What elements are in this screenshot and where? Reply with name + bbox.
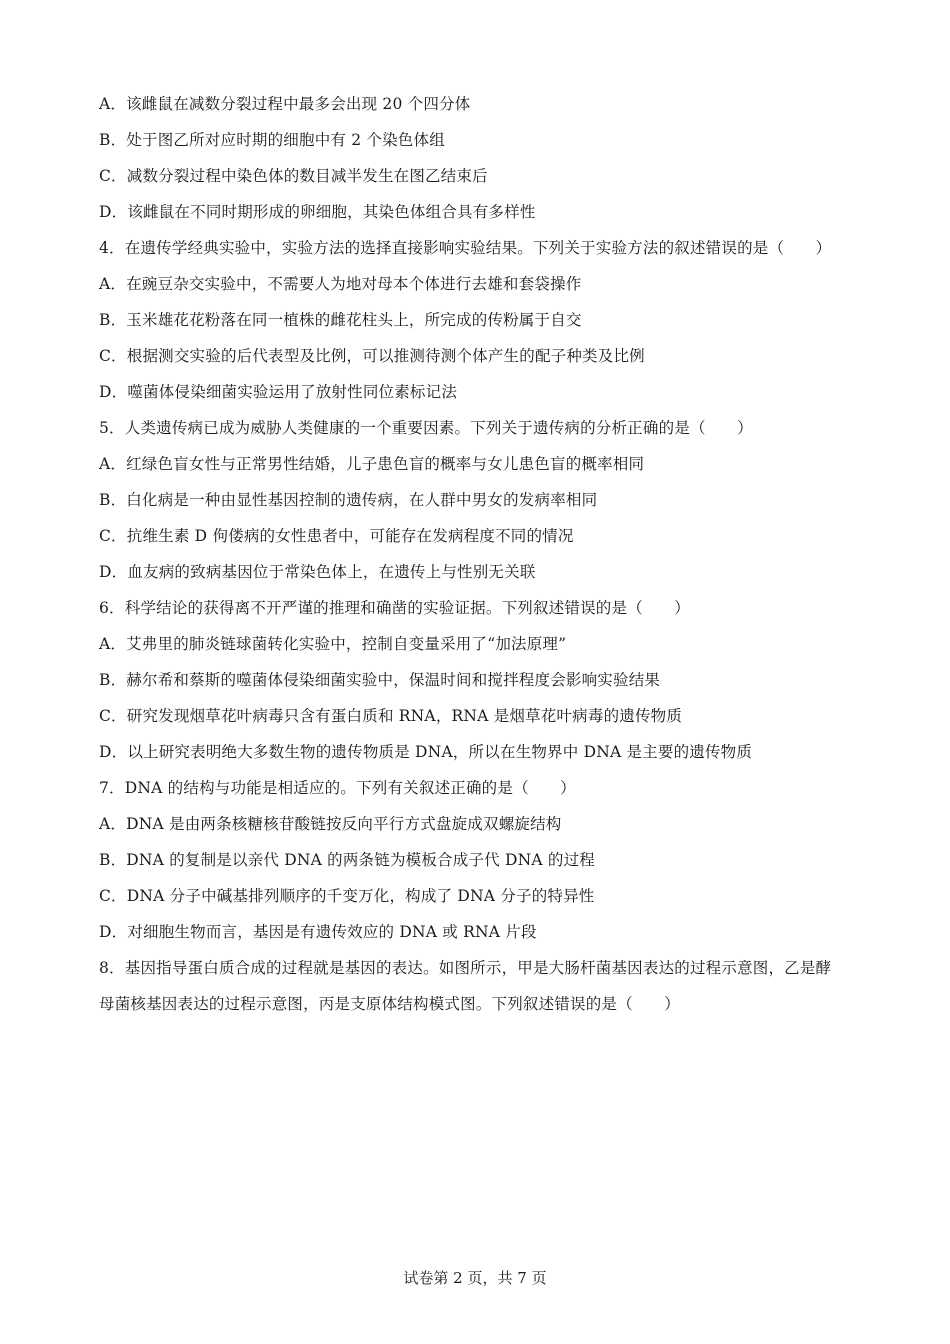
question-stem: 5．人类遗传病已成为威胁人类健康的一个重要因素。下列关于遗传病的分析正确的是（ ） — [99, 419, 753, 437]
question-stem-continued: 母菌核基因表达的过程示意图，丙是支原体结构模式图。下列叙述错误的是（ ） — [99, 995, 680, 1013]
question-stem: 7．DNA 的结构与功能是相适应的。下列有关叙述正确的是（ ） — [99, 779, 576, 797]
question-stem: 6．科学结论的获得离不开严谨的推理和确凿的实验证据。下列叙述错误的是（ ） — [99, 599, 690, 617]
option-line: A．在豌豆杂交实验中，不需要人为地对母本个体进行去雄和套袋操作 — [99, 275, 582, 293]
question-stem: 8．基因指导蛋白质合成的过程就是基因的表达。如图所示，甲是大肠杆菌基因表达的过程示意图，乙是酵 — [99, 959, 832, 977]
option-line: B．处于图乙所对应时期的细胞中有 2 个染色体组 — [99, 131, 445, 149]
option-line: C．抗维生素 D 佝偻病的女性患者中，可能存在发病程度不同的情况 — [99, 527, 574, 545]
option-line: C．DNA 分子中碱基排列顺序的千变万化，构成了 DNA 分子的特异性 — [99, 887, 595, 905]
option-line: A．艾弗里的肺炎链球菌转化实验中，控制自变量采用了“加法原理” — [99, 635, 567, 653]
option-line: D．以上研究表明绝大多数生物的遗传物质是 DNA，所以在生物界中 DNA 是主要的遗传物质 — [99, 743, 753, 761]
option-line: B．玉米雄花花粉落在同一植株的雌花柱头上，所完成的传粉属于自交 — [99, 311, 582, 329]
option-line: C．减数分裂过程中染色体的数目减半发生在图乙结束后 — [99, 167, 488, 185]
page-content — [99, 94, 859, 1030]
question-stem: 4．在遗传学经典实验中，实验方法的选择直接影响实验结果。下列关于实验方法的叙述错误的是（ ） — [99, 239, 832, 257]
option-line: D．该雌鼠在不同时期形成的卵细胞，其染色体组合具有多样性 — [99, 203, 536, 221]
option-line: C．根据测交实验的后代表型及比例，可以推测待测个体产生的配子种类及比例 — [99, 347, 645, 365]
option-line: A．DNA 是由两条核糖核苷酸链按反向平行方式盘旋成双螺旋结构 — [99, 815, 562, 833]
option-line: B．白化病是一种由显性基因控制的遗传病，在人群中男女的发病率相同 — [99, 491, 598, 509]
option-line: D．噬菌体侵染细菌实验运用了放射性同位素标记法 — [99, 383, 458, 401]
option-line: C．研究发现烟草花叶病毒只含有蛋白质和 RNA，RNA 是烟草花叶病毒的遗传物质 — [99, 707, 683, 725]
option-line: D．对细胞生物而言，基因是有遗传效应的 DNA 或 RNA 片段 — [99, 923, 537, 941]
option-line: B．DNA 的复制是以亲代 DNA 的两条链为模板合成子代 DNA 的过程 — [99, 851, 595, 869]
option-line: B．赫尔希和蔡斯的噬菌体侵染细菌实验中，保温时间和搅拌程度会影响实验结果 — [99, 671, 661, 689]
option-line: D．血友病的致病基因位于常染色体上，在遗传上与性别无关联 — [99, 563, 536, 581]
option-line: A．该雌鼠在减数分裂过程中最多会出现 20 个四分体 — [99, 95, 471, 113]
option-line: A．红绿色盲女性与正常男性结婚，儿子患色盲的概率与女儿患色盲的概率相同 — [99, 455, 645, 473]
page-footer: 试卷第 2 页，共 7 页 — [403, 1269, 547, 1287]
